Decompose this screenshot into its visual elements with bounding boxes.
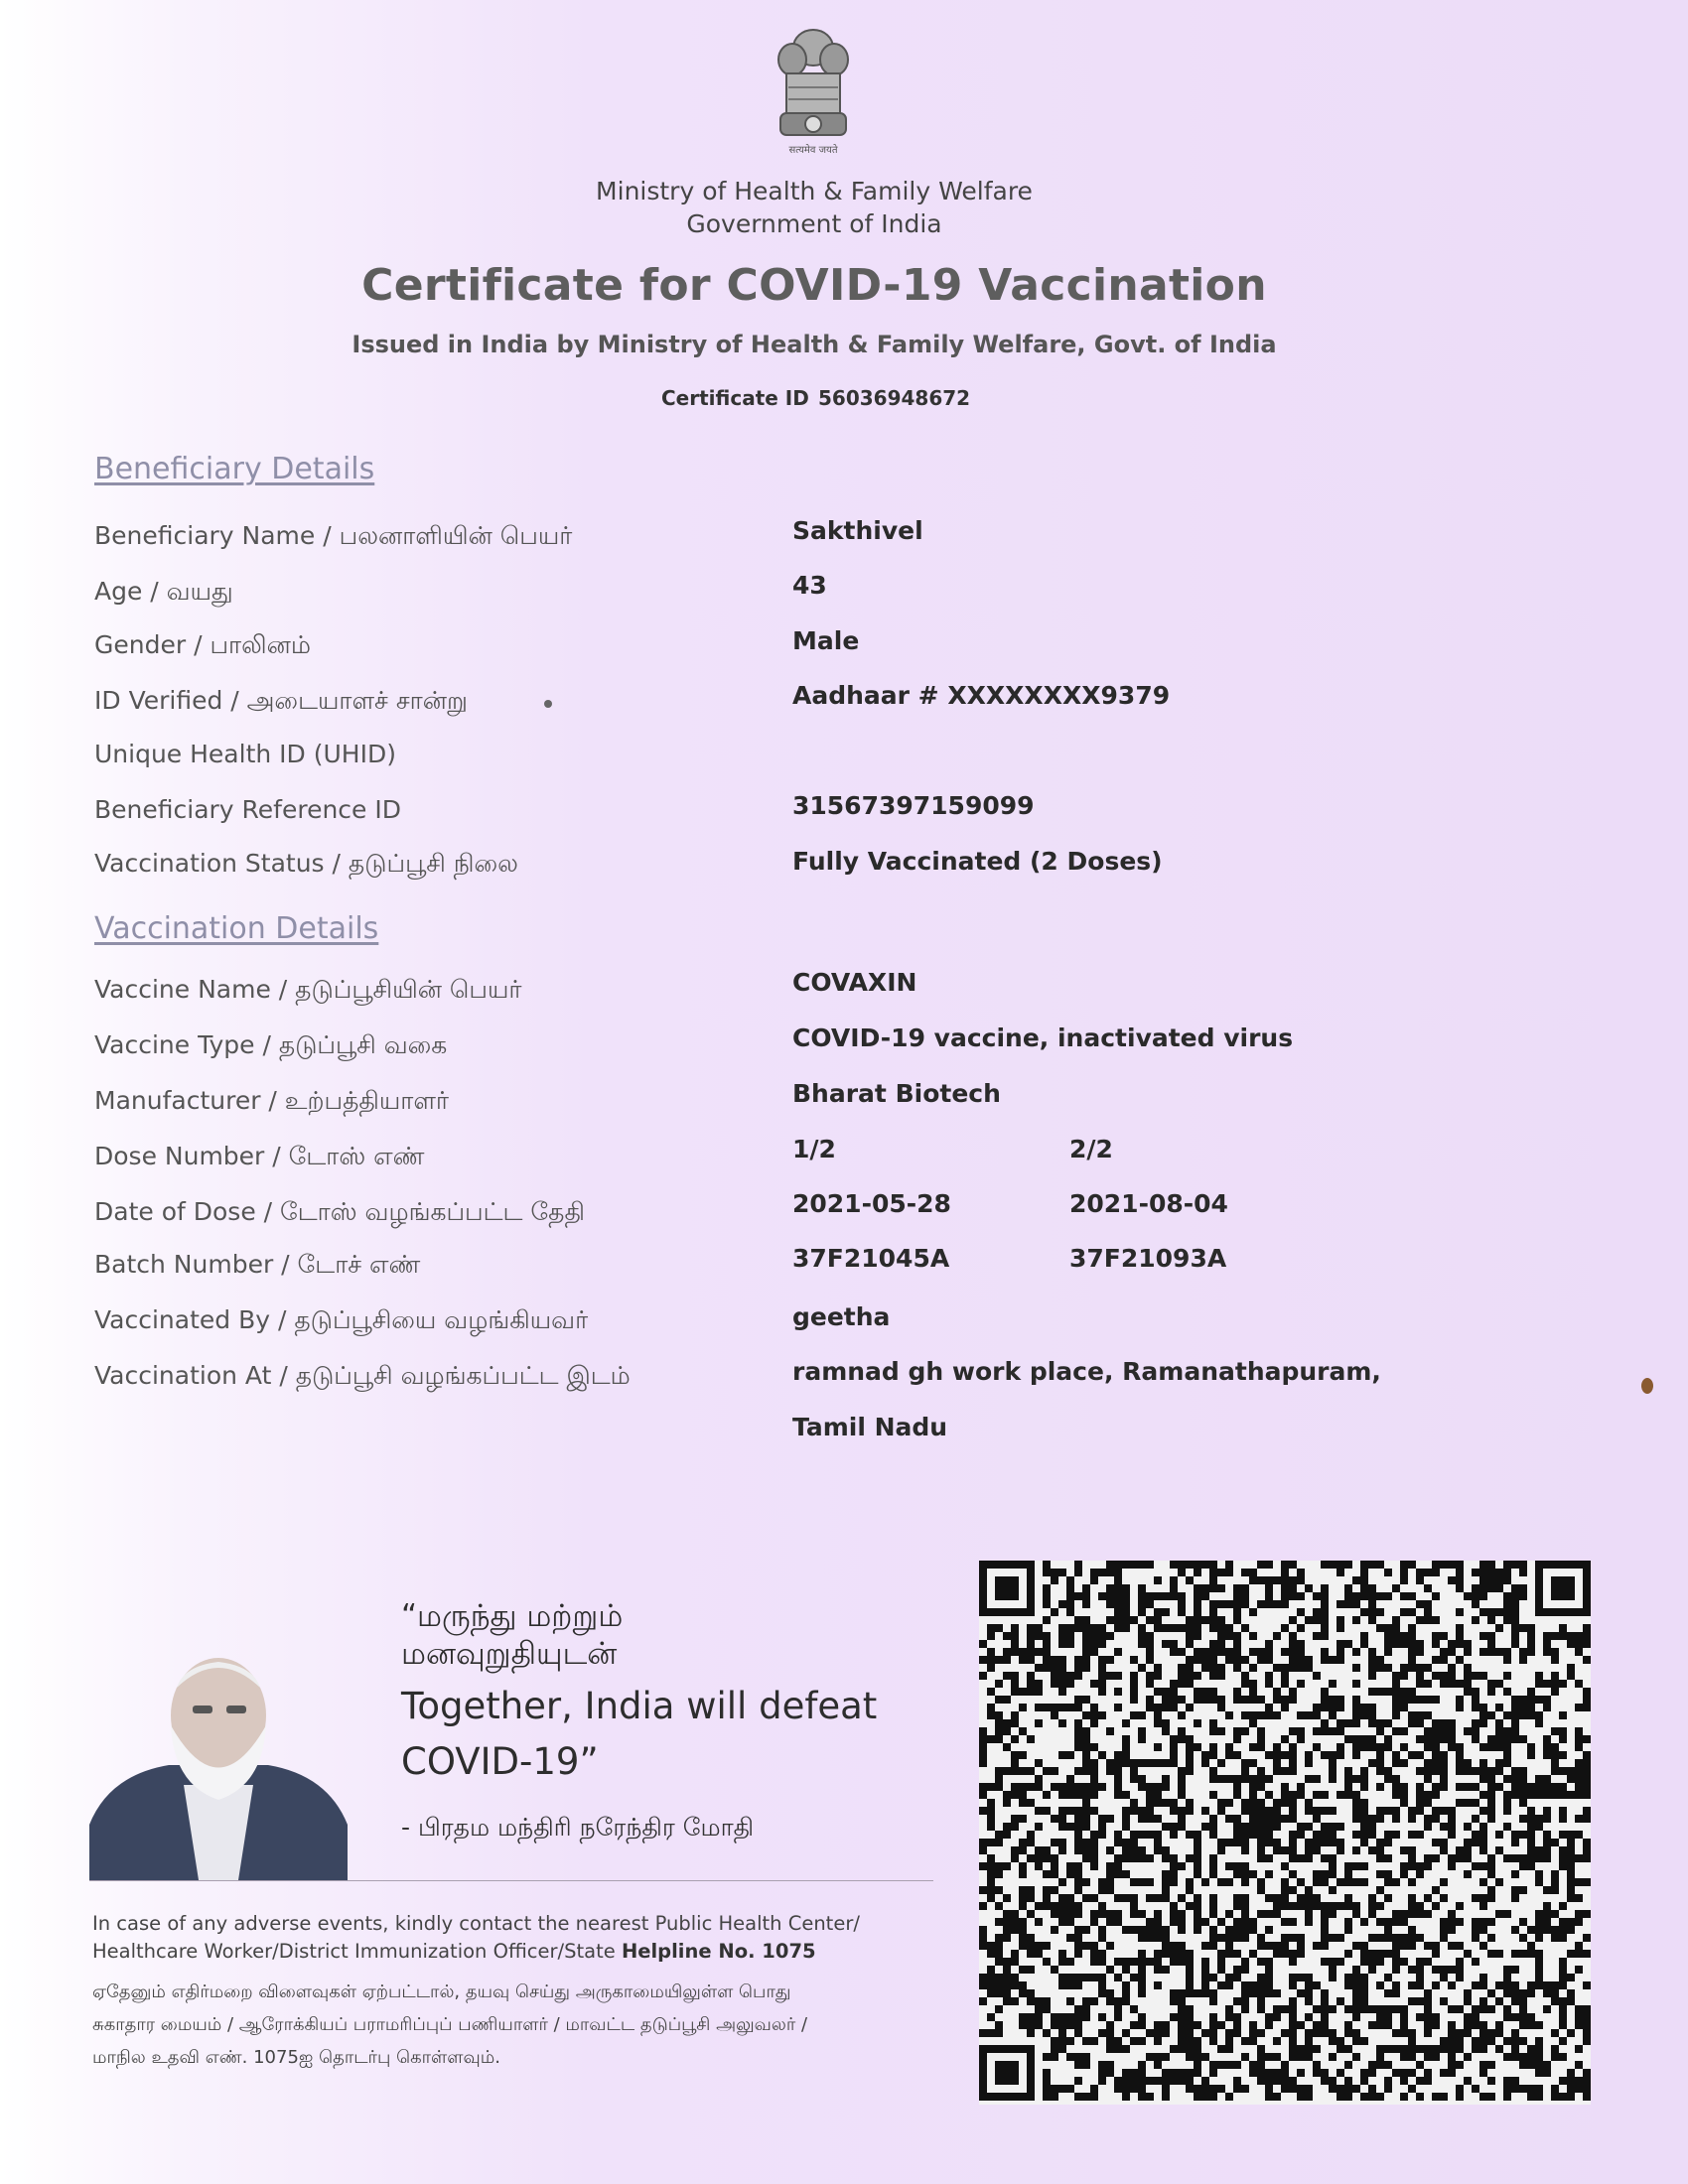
vaccination-status-value: Fully Vaccinated (2 Doses) [792, 847, 1163, 876]
vaccinated-at-label: Vaccination At / தடுப்பூசி வழங்கப்பட்ட இடம் [94, 1361, 631, 1390]
id-verified-value: Aadhaar # XXXXXXXX9379 [792, 681, 1171, 710]
dose-number-2: 2/2 [1069, 1135, 1113, 1163]
adverse-events-note-tamil [92, 1976, 946, 2074]
dose-date-label: Date of Dose / டோஸ் வழங்கப்பட்ட தேதி [94, 1197, 585, 1226]
vaccine-name-value: COVAXIN [792, 968, 917, 997]
id-verified-label: ID Verified / அடையாளச் சான்று [94, 686, 468, 715]
vaccination-section-title: Vaccination Details [94, 911, 379, 946]
qr-code [979, 1561, 1591, 2105]
dose-date-1: 2021-05-28 [792, 1189, 951, 1218]
helpline-number: Helpline No. 1075 [621, 1940, 816, 1963]
manufacturer-label: Manufacturer / உற்பத்தியாளர் [94, 1086, 449, 1115]
quote-english-line1: Together, India will defeat [401, 1685, 878, 1727]
reference-id-value: 31567397159099 [792, 791, 1035, 820]
vaccine-type-value: COVID-19 vaccine, inactivated virus [792, 1024, 1294, 1052]
vaccinated-at-line2: Tamil Nadu [792, 1413, 948, 1441]
note-english-line2-text: Healthcare Worker/District Immunization Officer/State [92, 1940, 616, 1963]
gender-value: Male [792, 626, 860, 655]
age-value: 43 [792, 571, 827, 600]
uhid-label: Unique Health ID (UHID) [94, 740, 396, 768]
dose-date-2: 2021-08-04 [1069, 1189, 1228, 1218]
batch-number-label: Batch Number / டோச் எண் [94, 1250, 421, 1279]
certificate-id-value: 56036948672 [818, 386, 971, 410]
beneficiary-name-label: Beneficiary Name / பலனாளியின் பெயர் [94, 521, 573, 550]
vaccine-type-label: Vaccine Type / தடுப்பூசி வகை [94, 1030, 448, 1059]
gender-label: Gender / பாலினம் [94, 630, 311, 659]
batch-number-1: 37F21045A [792, 1244, 950, 1273]
prime-minister-portrait [89, 1636, 348, 1880]
vaccinated-at-line1: ramnad gh work place, Ramanathapuram, [792, 1357, 1381, 1386]
note-tamil-line1: ஏதேனும் எதிர்மறை விளைவுகள் ஏற்பட்டால், தயவு செய்து அருகாமையிலுள்ள பொது [92, 1981, 791, 2002]
scan-speck [1641, 1378, 1653, 1394]
adverse-events-note-english [92, 1910, 946, 1966]
certificate-subtitle: Issued in India by Ministry of Health & Family Welfare, Govt. of India [352, 331, 1277, 358]
vaccinated-by-value: geetha [792, 1302, 891, 1331]
vaccine-name-label: Vaccine Name / தடுப்பூசியின் பெயர் [94, 975, 522, 1004]
reference-id-label: Beneficiary Reference ID [94, 795, 401, 824]
scan-speck [544, 700, 552, 708]
manufacturer-value: Bharat Biotech [792, 1079, 1001, 1108]
note-tamil-line3: மாநில உதவி எண். 1075ஐ தொடர்பு கொள்ளவும். [92, 2047, 500, 2068]
beneficiary-section-title: Beneficiary Details [94, 452, 375, 486]
beneficiary-name-value: Sakthivel [792, 516, 923, 545]
dose-number-label: Dose Number / டோஸ் எண் [94, 1142, 425, 1170]
government-name: Government of India [686, 209, 942, 238]
national-emblem-icon [765, 18, 862, 157]
vaccination-status-label: Vaccination Status / தடுப்பூசி நிலை [94, 849, 518, 878]
note-english-line2 [92, 1938, 946, 1966]
certificate-title: Certificate for COVID-19 Vaccination [361, 260, 1267, 311]
batch-number-2: 37F21093A [1069, 1244, 1227, 1273]
note-english-line1: In case of any adverse events, kindly contact the nearest Public Health Center/ [92, 1912, 860, 1935]
age-label: Age / வயது [94, 577, 233, 606]
vaccinated-by-label: Vaccinated By / தடுப்பூசியை வழங்கியவர் [94, 1305, 589, 1334]
dose-number-1: 1/2 [792, 1135, 836, 1163]
emblem-motto: सत्यमेव जयते [788, 145, 838, 156]
quote-attribution: - பிரதம மந்திரி நரேந்திர மோதி [401, 1813, 755, 1842]
quote-tamil-line1: “மருந்து மற்றும் [401, 1598, 624, 1634]
certificate-id-label: Certificate ID [661, 386, 809, 410]
quote-english-line2: COVID-19” [401, 1740, 599, 1783]
quote-tamil-line2: மனவுறுதியுடன் [401, 1636, 618, 1672]
ministry-name: Ministry of Health & Family Welfare [596, 177, 1033, 205]
footer-divider [89, 1880, 933, 1881]
note-tamil-line2: சுகாதார மையம் / ஆரோக்கியப் பராமரிப்புப் பணியாளர் / மாவட்ட தடுப்பூசி அலுவலர் / [92, 2014, 808, 2035]
